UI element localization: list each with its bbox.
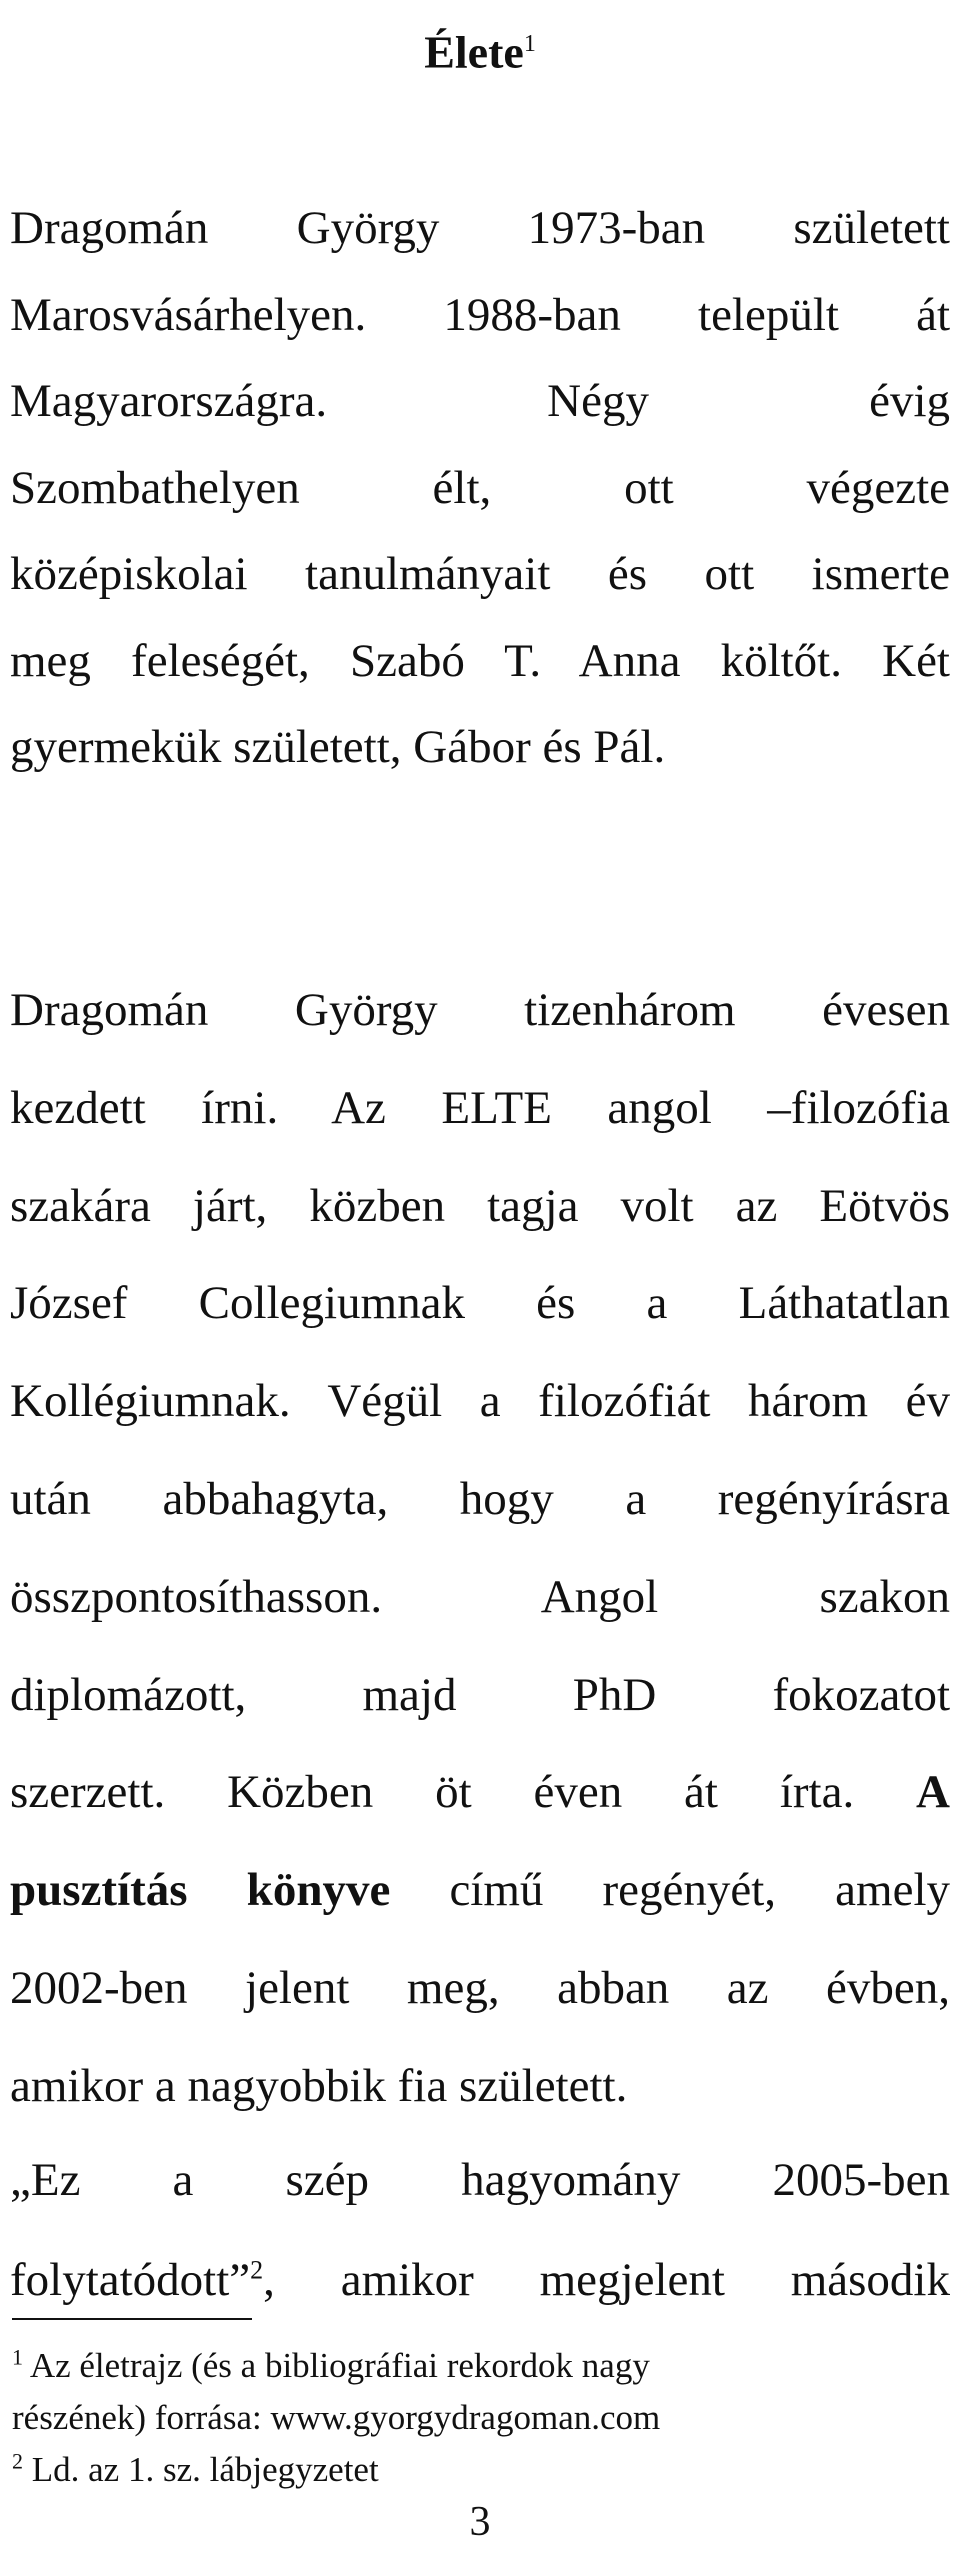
paragraph-line: „Ez a szép hagyomány 2005-ben [10,2154,950,2206]
page-title [0,4,960,92]
paragraph-line: Dragomán György 1973-ban született [10,202,950,254]
quote-end: folytatódott” [10,2254,251,2306]
footnotes [12,2340,942,2496]
line-text: című regényét, amely [449,1864,950,1917]
paragraph-2 [10,962,950,2136]
title-footnote-ref: 1 [523,31,536,57]
paragraph-1 [10,185,950,791]
line-text: szerzett. Közben öt éven át írta. [10,1766,855,1819]
footnote-1-continued: részének) forrása: www.gyorgydragoman.com [12,2398,661,2437]
paragraph-line: József Collegiumnak és a Láthatatlan [10,1277,950,1330]
footnote-number: 1 [12,2344,23,2370]
paragraph-line: Kollégiumnak. Végül a filozófiát három év [10,1375,950,1428]
footnote-text: Ld. az 1. sz. lábjegyzetet [31,2450,379,2489]
footnote-ref: 2 [250,2255,264,2285]
paragraph-line [10,2230,950,2330]
paragraph-line: összpontosíthasson. Angol szakon [10,1570,950,1623]
footnote-number: 2 [12,2448,23,2474]
paragraph-line: után abbahagyta, hogy a regényírásra [10,1472,950,1525]
paragraph-line [10,1744,950,1842]
title-text: Élete [424,26,524,78]
paragraph-line: meg feleségét, Szabó T. Anna költőt. Két [10,634,950,687]
paragraph-line: diplomázott, majd PhD fokozatot [10,1668,950,1721]
paragraph-line: amikor a nagyobbik fia született. [10,2059,628,2112]
paragraph-line: 2002-ben jelent meg, abban az évben, [10,1961,950,2014]
book-title-start: A [916,1766,950,1819]
footnote-2 [12,2444,942,2496]
book-title: pusztítás könyve [10,1864,391,1917]
page-number: 3 [469,2499,491,2545]
paragraph-line [10,1842,950,1940]
footnote-text: Az életrajz (és a bibliográfiai rekordok nagy [29,2346,650,2385]
paragraph-line: Dragomán György tizenhárom évesen [10,984,950,1036]
paragraph-line: szakára járt, közben tagja volt az Eötvös [10,1179,950,1232]
line-text-rest: , amikor megjelent második [263,2254,950,2306]
paragraph-line: Marosvásárhelyen. 1988-ban települt át [10,288,950,341]
paragraph-line: Szombathelyen élt, ott végezte [10,461,950,514]
paragraph-line: gyermekük született, Gábor és Pál. [10,721,666,773]
line-text [10,2254,950,2306]
footnote-1 [12,2340,942,2392]
paragraph-3 [10,2130,950,2330]
paragraph-line: középiskolai tanulmányait és ott ismerte [10,548,950,600]
paragraph-line: Magyarországra. Négy évig [10,375,950,427]
footnote-separator [12,2318,252,2320]
paragraph-line: kezdett írni. Az ELTE angol –filozófia [10,1081,950,1134]
